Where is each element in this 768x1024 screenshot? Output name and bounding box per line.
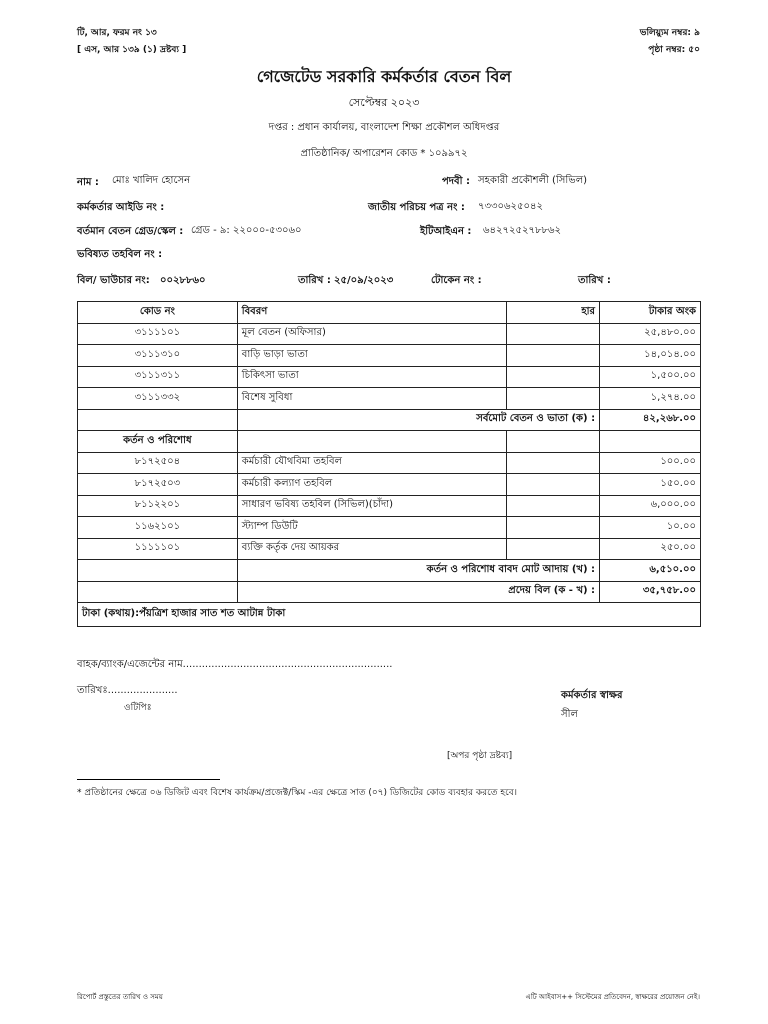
amount-in-words-row [78, 603, 701, 627]
row-rate [507, 474, 600, 496]
deduction-heading: কর্তন ও পরিশোধ [78, 431, 238, 453]
deduction-heading-row [78, 431, 701, 453]
deduction-total-row [78, 560, 701, 582]
column-header-rate: হার [507, 302, 600, 324]
footnote: * প্রতিষ্ঠানের ক্ষেত্রে ০৬ ডিজিট এবং বিশেষ কার্যক্রম/প্রজেক্ট/স্কিম -এর ক্ষেত্রে সাত (০৭) ডিজিটের কোড ব্যবহার করতে হবে। [77, 788, 517, 798]
table-row [78, 323, 701, 345]
row-code: ৩১১১৩১১ [78, 366, 238, 388]
seal-label: সীল [561, 709, 578, 720]
row-rate [507, 323, 600, 345]
row-description: চিকিৎসা ভাতা [237, 366, 506, 388]
row-code: ৮১৭২৫০৩ [78, 474, 238, 496]
row-amount: ২৫,৪৮০.০০ [600, 323, 701, 345]
pay-total-label: সর্বমোট বেতন ও ভাতা (ক) : [237, 409, 599, 431]
row-description: কর্মচারী কল্যাণ তহবিল [237, 474, 506, 496]
row-code: ৩১১১৩৩২ [78, 388, 238, 410]
table-row [78, 452, 701, 474]
table-row [78, 517, 701, 539]
report-date-label: রিপোর্ট প্রস্তুতের তারিখ ও সময় [77, 993, 163, 1001]
page-title: গেজেটেড সরকারি কর্মকর্তার বেতন বিল [256, 67, 512, 86]
row-description: ব্যক্তি কর্তৃক দেয় আয়কর [237, 538, 506, 560]
net-payable-label: প্রদেয় বিল (ক - খ) : [237, 581, 599, 603]
row-amount: ১,২৭৪.০০ [600, 388, 701, 410]
net-payable-row [78, 581, 701, 603]
row-description: কর্মচারী যৌথবিমা তহবিল [237, 452, 506, 474]
row-rate [507, 517, 600, 539]
row-rate [507, 388, 600, 410]
system-note: এটি আইবাস++ সিস্টেমের প্রতিবেদন, স্বাক্ষরের প্রয়োজন নেই। [525, 993, 700, 1001]
volume-number: ভলিয়্যুম নম্বর: ৯ [639, 28, 700, 38]
row-rate [507, 345, 600, 367]
column-header-code: কোড নং [78, 302, 238, 324]
nid-value: ৭৩৩০৬২৫০৪২ [478, 201, 543, 212]
nid-label: জাতীয় পরিচয় পত্র নং : [368, 202, 465, 213]
row-code: ১১৬২১০১ [78, 517, 238, 539]
row-code: ৮১৭২৫০৪ [78, 452, 238, 474]
row-description: বিশেষ সুবিধা [237, 388, 506, 410]
row-description: বাড়ি ভাড়া ভাতা [237, 345, 506, 367]
row-code: ৩১১১৩১০ [78, 345, 238, 367]
tin-label: ইটিআইএন : [420, 226, 472, 237]
row-amount: ২৫০.০০ [600, 538, 701, 560]
second-date-label: তারিখ : [578, 275, 611, 286]
row-amount: ১০০.০০ [600, 452, 701, 474]
row-amount: ১৪,০১৪.০০ [600, 345, 701, 367]
table-row [78, 538, 701, 560]
voucher-label: বিল/ ভাউচার নং: [77, 275, 150, 286]
net-payable-amount: ৩৫,৭৫৮.০০ [600, 581, 701, 603]
otp-label: ওটিপিঃ [124, 703, 152, 713]
row-amount: ১,৫০০.০০ [600, 366, 701, 388]
bill-month: সেপ্টেম্বর ২০২৩ [348, 96, 420, 109]
row-rate [507, 538, 600, 560]
column-header-amount: টাকার অংক [600, 302, 701, 324]
bill-table [77, 301, 701, 627]
rule-reference: [ এস, আর ১৩৯ (১) দ্রষ্টব্য ] [77, 45, 187, 55]
row-rate [507, 452, 600, 474]
amount-in-words: টাকা (কথায়):পঁয়ত্রিশ হাজার সাত শত আটান্ন টাকা [78, 603, 701, 627]
pay-total-amount: ৪২,২৬৮.০০ [600, 409, 701, 431]
designation-value: সহকারী প্রকৌশলী (সিভিল) [478, 175, 588, 186]
name-value: মোঃ খালিদ হোসেন [112, 175, 191, 186]
date-line: তারিখঃ...................... [77, 685, 178, 696]
tin-value: ৬৪২৭২৫২৭৮৮৬২ [483, 225, 561, 236]
row-code: ৮১১২২০১ [78, 495, 238, 517]
pay-grade-value: গ্রেড - ৯: ২২০০০-৫৩০৬০ [191, 225, 302, 236]
row-code: ৩১১১১০১ [78, 323, 238, 345]
operation-code: প্রাতিষ্ঠানিক/ অপারেশন কোড * ১০৯৯৭২ [300, 148, 468, 159]
row-amount: ১৫০.০০ [600, 474, 701, 496]
column-header-description: বিবরণ [237, 302, 506, 324]
officer-signature-label: কর্মকর্তার স্বাক্ষর [561, 690, 623, 701]
row-amount: ১০.০০ [600, 517, 701, 539]
row-rate [507, 495, 600, 517]
designation-label: পদবী : [442, 176, 470, 187]
name-label: নাম : [77, 177, 99, 188]
pay-grade-label: বর্তমান বেতন গ্রেড/স্কেল : [77, 226, 184, 237]
row-description: মূল বেতন (অফিসার) [237, 323, 506, 345]
table-row [78, 474, 701, 496]
table-row [78, 388, 701, 410]
provident-fund-label: ভবিষ্যত তহবিল নং : [77, 249, 163, 260]
form-number: টি, আর, ফরম নং ১৩ [77, 28, 157, 38]
voucher-value: ০০২৮৮৬০ [160, 275, 206, 286]
officer-id-label: কর্মকর্তার আইডি নং : [77, 202, 165, 213]
pay-total-row [78, 409, 701, 431]
see-overleaf-note: [অপর পৃষ্ঠা দ্রষ্টব্য] [447, 751, 513, 761]
row-description: সাধারণ ভবিষ্য তহবিল (সিভিল)(চাঁদা) [237, 495, 506, 517]
deduction-total-amount: ৬,৫১০.০০ [600, 560, 701, 582]
row-amount: ৬,০০০.০০ [600, 495, 701, 517]
row-code: ১১১১১০১ [78, 538, 238, 560]
row-rate [507, 366, 600, 388]
table-header-row [78, 302, 701, 324]
token-label: টোকেন নং : [431, 275, 482, 286]
row-description: স্ট্যাম্প ডিউটি [237, 517, 506, 539]
deduction-total-label: কর্তন ও পরিশোধ বাবদ মোট আদায় (খ) : [237, 560, 599, 582]
footnote-divider [77, 779, 220, 780]
table-row [78, 345, 701, 367]
table-row [78, 366, 701, 388]
date-value: ২৫/০৯/২০২৩ [334, 275, 394, 286]
page-number: পৃষ্ঠা নম্বর: ৫০ [648, 45, 700, 55]
office-name: দপ্তর : প্রধান কার্যালয়, বাংলাদেশ শিক্ষা প্রকৌশল অধিদপ্তর [268, 122, 500, 133]
date-label: তারিখ : [298, 275, 331, 286]
bearer-name-line: বাহক/ব্যাংক/এজেন্টের নাম.................................................................. [77, 659, 393, 670]
table-row [78, 495, 701, 517]
